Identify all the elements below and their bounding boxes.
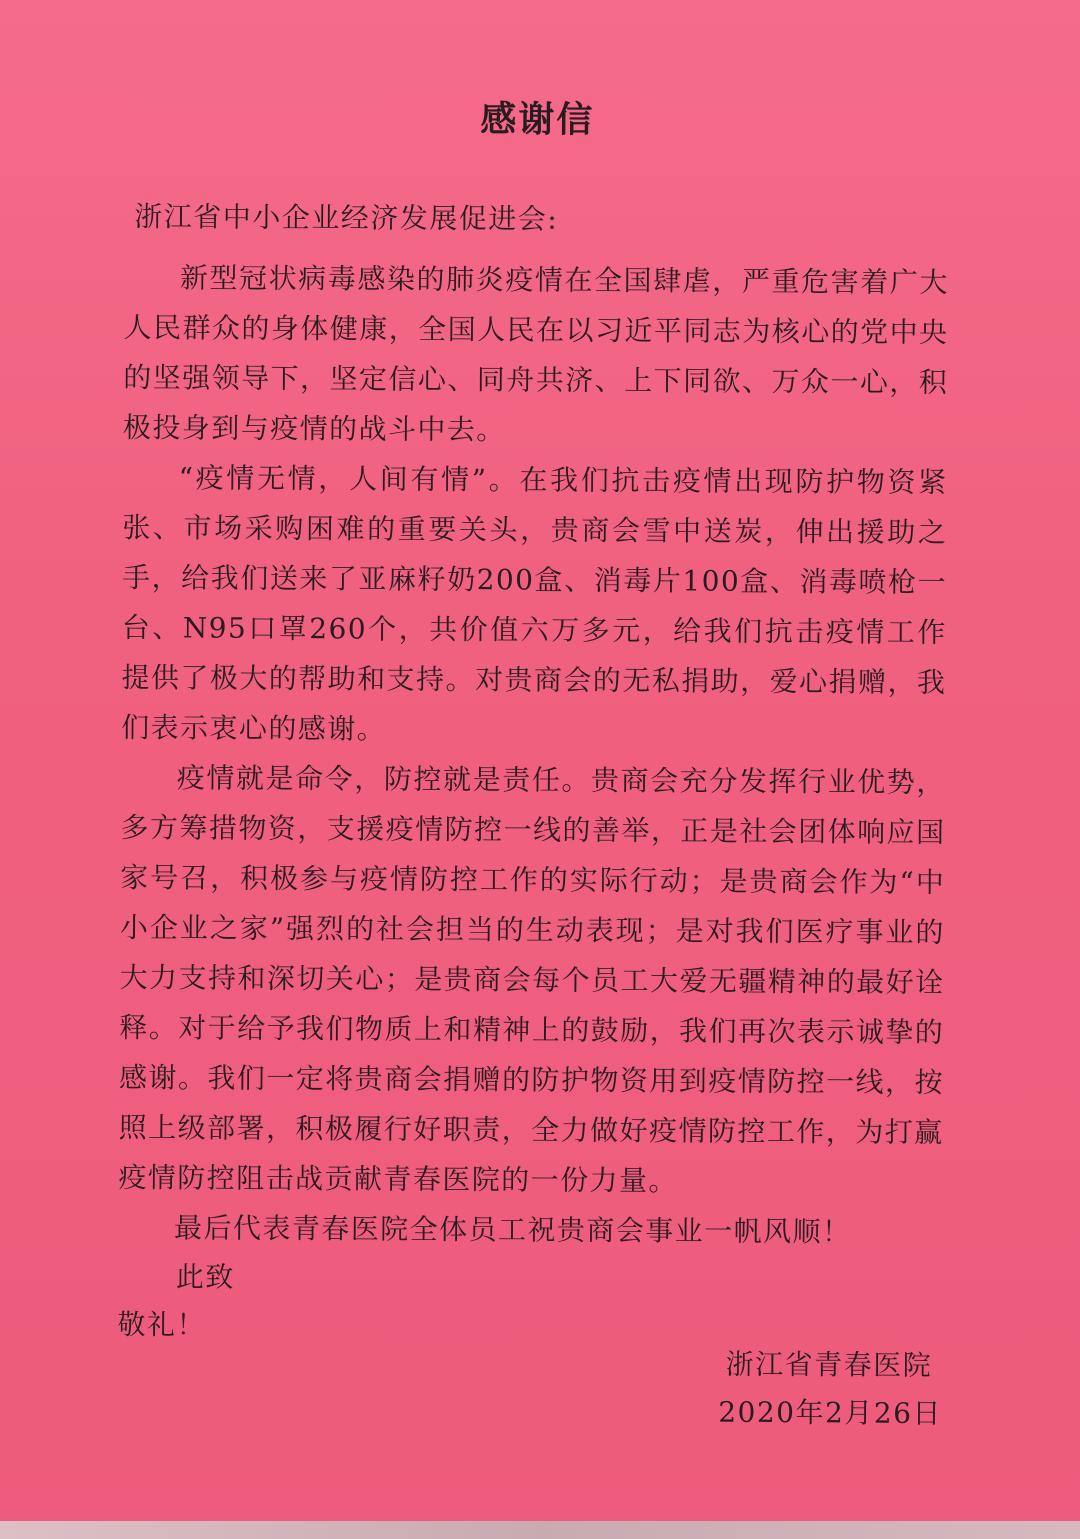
body-paragraph-2: “疫情无情，人间有情”。在我们抗击疫情出现防护物资紧张、市场采购困难的重要关头，贵商会雪中送炭，伸出援助之手，给我们送来了亚麻籽奶200盒、消毒片100盒、消毒喷枪一台、N95口罩260个，共价值六万多元，给我们抗击疫情工作提供了极大的帮助和支持。对贵商会的无私捐助，爱心捐赠，我们表示衷心的感谢。: [121, 461, 948, 746]
table-edge: [0, 1521, 1080, 1539]
closing-phrase: 此致: [175, 1260, 235, 1294]
signature-organization: 浙江省青春医院: [725, 1347, 933, 1382]
page-title: 感谢信: [480, 98, 595, 141]
salutation: 敬礼！: [117, 1307, 207, 1342]
signature-date: 2020年2月26日: [718, 1395, 943, 1431]
recipient-line: 浙江省中小企业经济发展促进会:: [134, 200, 559, 236]
body-paragraph-1: 新型冠状病毒感染的肺炎疫情在全国肆虐，严重危害着广大人民群众的身体健康，全国人民在以习近平同志为核心的党中央的坚强领导下，坚定信心、同舟共济、上下同欲、万众一心，积极投身到与疫情的战斗中去。: [122, 261, 949, 447]
body-paragraph-3: 疫情就是命令，防控就是责任。贵商会充分发挥行业优势，多方筹措物资，支援疫情防控一线的善举，正是社会团体响应国家号召，积极参与疫情防控工作的实际行动；是贵商会作为“中小企业之家”强烈的社会担当的生动表现；是对我们医疗事业的大力支持和深切关心；是贵商会每个员工大爱无疆精神的最好诠释。对于给予我们物质上和精神上的鼓励，我们再次表示诚挚的感谢。我们一定将贵商会捐赠的防护物资用到疫情防控一线，按照上级部署，积极履行好职责，全力做好疫情防控工作，为打赢疫情防控阻击战贡献青春医院的一份力量。: [118, 761, 946, 1198]
body-paragraph-4: 最后代表青春医院全体员工祝贵商会事业一帆风顺！: [173, 1211, 852, 1249]
signature-block: [692, 1342, 943, 1436]
thank-you-letter: [117, 95, 950, 1431]
